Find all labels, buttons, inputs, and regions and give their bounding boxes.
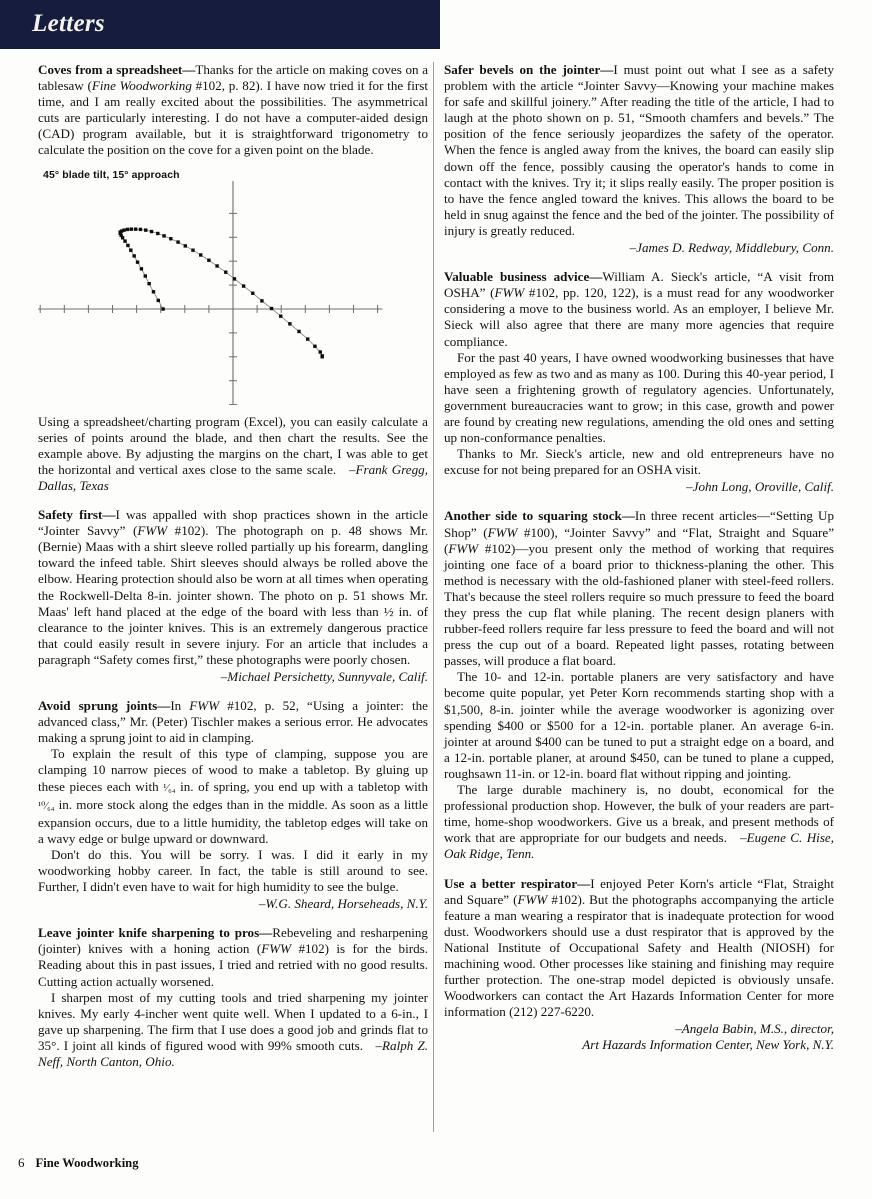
chart-data-point: [260, 299, 263, 302]
italic-run: FWW: [487, 524, 518, 540]
chart-data-point: [144, 228, 147, 231]
cove-profile-chart: [38, 167, 428, 405]
letter-safety-first: [38, 507, 428, 685]
letter-opening-paragraph: Coves from a spreadsheet—Thanks for the article on making coves on a tablesaw (Fine Woodworking #102, p. 82). I have now tried it for the first time, and I am really excited about the possibilities. The asymmetrical cuts are particularly interesting. I do not have a computer-aided design (CAD) program available, but it is straightforward trigonometry to calculate the position on the cove for a given point on the blade.: [38, 62, 429, 158]
chart-data-point: [144, 274, 147, 277]
letter-coves-from-a-spreadsheet: [38, 62, 428, 494]
letter-opening-paragraph: Use a better respirator—I enjoyed Peter Korn's article “Flat, Straight and Square” (FWW #102). But the photographs accompanying the article feature a man wearing a respirator that is inadequate protection for wood dust. Woodworkers should use a dust respirator that is approved by the National Institute of Occupational Safety and Health (NIOSH) for machining wood. Other processes like staining and finishing may require further protection. The one-strap model depicted is obviously unsafe. Woodworkers can contact the Art Hazards Information Center for more information (212) 227-6220. –Angela Babin, M.S., director,: [444, 875, 834, 1037]
page-footer: [18, 1155, 139, 1171]
letter-signature: –John Long, Oroville, Calif.: [686, 479, 834, 495]
chart-data-point: [136, 260, 139, 263]
chart-data-point: [306, 337, 309, 340]
chart-data-point: [191, 248, 194, 251]
chart-data-point: [157, 298, 160, 301]
letter-opening-paragraph: Safer bevels on the jointer—I must point out what I see as a safety problem with the article “Jointer Savvy—Knowing your machine makes for safe and skillful joinery.” After reading the title of the article, I had to laugh at the photo shown on p. 51, “Smooth chamfers and bevels.” The position of the fence seriously jeopardizes the safety of the operator. When the fence is angled away from the knives, the board can easily slip down off the fence, possibly causing the operator's hands to come in contact with the knives. Try it; it slips really easily. The proper position is to have the fence angled toward the knives. This allows the board to be held in snug against the fence and the bed of the jointer. The possibility of injury is greatly reduced. –James D. Redway, Middlebury, Conn.: [444, 62, 835, 256]
letter-another-side-to-squaring-stock: [444, 508, 834, 862]
chart-data-point: [126, 227, 129, 230]
letter-opening-paragraph: Leave jointer knife sharpening to pros—Rebeveling and resharpening (jointer) knives with a honing action (FWW #102) is for the birds. Reading about this in past issues, I tried and retried with no good results. Cutting action actually worsened.: [38, 925, 429, 989]
chart-data-point: [242, 284, 245, 287]
chart-series-line: [120, 229, 322, 357]
chart-data-point: [152, 290, 155, 293]
letter-valuable-business-advice: [444, 269, 834, 495]
chart-data-point: [313, 344, 316, 347]
column-divider: [433, 62, 434, 1132]
right-column: [444, 62, 834, 1054]
letter-use-a-better-respirator: [444, 876, 834, 1054]
letter-headline: Avoid sprung joints—: [38, 698, 171, 714]
letter-signature: –Angela Babin, M.S., director,: [675, 1021, 834, 1037]
chart-data-point: [130, 227, 133, 230]
chart-data-point: [319, 350, 322, 353]
paragraph: The large durable machinery is, no doubt, economical for the professional production shop. However, the bulk of your readers are part-time, home-shop woodworkers. Give us a break, and present methods of work that are appropriate for our budgets and needs. –Eugene C. Hise, Oak Ridge, Tenn.: [444, 782, 835, 862]
chart-data-point: [147, 282, 150, 285]
footer-magazine-name: Fine Woodworking: [35, 1156, 139, 1170]
letter-signature-line2: Art Hazards Information Center, New York, N.Y.: [582, 1037, 834, 1053]
letter-headline: Valuable business advice—: [444, 269, 603, 285]
chart-data-point: [162, 234, 165, 237]
masthead-bar: [0, 0, 440, 49]
chart-data-point: [320, 355, 323, 358]
letter-signature: –W.G. Sheard, Horseheads, N.Y.: [258, 896, 428, 912]
footer-page-number: 6: [18, 1155, 25, 1170]
chart-data-point: [279, 314, 282, 317]
chart-plot-area: [38, 167, 428, 405]
letter-headline: Another side to squaring stock—: [444, 508, 635, 524]
paragraph: Using a spreadsheet/charting program (Excel), you can easily calculate a series of points around the blade, and then chart the results. See the example above. By adjusting the margins on the chart, I was able to get the horizontal and vertical axes close to the same scale. –Frank Gregg, Dallas, Texas: [38, 413, 428, 493]
chart-data-point: [123, 239, 126, 242]
chart-data-point: [176, 240, 179, 243]
italic-run: FWW: [448, 540, 479, 556]
chart-data-point: [288, 322, 291, 325]
paragraph: The 10- and 12-in. portable planers are very satisfactory and have become quite popular, yet Peter Korn recommends starting shop with a $1,500, 8-in. jointer while the average woodworker is agonizing over spending $400 or $500 for a 12-in. portable planer. An average 6-in. jointer at around $400 can be tuned to put a straight edge on a board, and a 12-in. portable planer, at around $450, can be tuned to plane a cupped, roughsawn 11-in. or 12-in. board flat without ripping and jointing.: [444, 669, 834, 781]
letter-signature: –James D. Redway, Middlebury, Conn.: [629, 240, 834, 256]
italic-run: FWW: [517, 891, 548, 907]
letter-headline: Leave jointer knife sharpening to pros—: [38, 925, 273, 941]
letter-opening-paragraph: Another side to squaring stock—In three recent articles—“Setting Up Shop” (FWW #100), “Jointer Savvy” and “Flat, Straight and Square” (FWW #102)—you present only the method of working that requires jointing one face of a board prior to thickness-planing the other. This method is necessary with the old-fashioned planer with steel-feed rollers. That's because the steel rollers require so much pressure to feed the board they press the cup flat while planing. The recent design planers with rubber-feed rollers require far less pressure to feed the board and will not press the cup out of a board. Repeated light passes, rotating between passes, will produce a flat board.: [444, 508, 835, 669]
chart-data-point: [139, 227, 142, 230]
chart-data-point: [233, 277, 236, 280]
fraction-run: ¹⁰⁄₆₄: [38, 800, 55, 812]
chart-data-point: [215, 264, 218, 267]
chart-data-point: [199, 253, 202, 256]
chart-data-point: [169, 237, 172, 240]
page-title: Letters: [32, 10, 105, 37]
chart-data-point: [297, 329, 300, 332]
letter-headline: Safer bevels on the jointer—: [444, 62, 614, 77]
paragraph: To explain the result of this type of clamping, suppose you are clamping 10 narrow pieces of wood to make a tabletop. By gluing up these pieces each with ¹⁄₆₄ in. of spring, you end up with a tabletop with ¹⁰⁄₆₄ in. more stock along the edges than in the middle. As soon as a little expansion occurs, due to a little humidity, the tabletop edges will take on a wavy edge or bulge upward or downward.: [38, 746, 428, 846]
left-column: [38, 62, 428, 1070]
chart-data-point: [126, 243, 129, 246]
letter-headline: Coves from a spreadsheet—: [38, 62, 196, 77]
letter-opening-paragraph: Valuable business advice—William A. Sieck's article, “A visit from OSHA” (FWW #102, pp. 120, 122), is a must read for any woodworker considering a move to the business world. As an employer, I believe Mr. Sieck will also agree that there are many more agencies that require compliance.: [444, 269, 835, 349]
chart-data-point: [156, 231, 159, 234]
paragraph: For the past 40 years, I have owned woodworking businesses that have employed as few as two and as many as 100. During this 40-year period, I have seen a frightening growth of regulatory agencies. Unfortunately, government bureaucracies want to grow; in this case, growth and power are found by creating new regulations, amending the old ones and setting up non-conformance penalties.: [444, 349, 834, 446]
letter-safer-bevels-on-the-jointer: [444, 62, 834, 256]
italic-run: FWW: [189, 698, 220, 714]
chart-data-point: [132, 254, 135, 257]
paragraph: Don't do this. You will be sorry. I was. I did it early in my woodworking hobby career. In fact, the table is still around to see. Further, I didn't even have to wait for high humidity to see the bulge. –W.G. Sheard, Horseheads, N.Y.: [38, 846, 428, 912]
chart-data-point: [129, 248, 132, 251]
paragraph: I sharpen most of my cutting tools and tried sharpening my jointer knives. My early 4-incher went quite well. When I updated to a 6-in., I gave up sharpening. The firm that I use does a good job and grinds flat to 35°. I joint all kinds of figured wood with 99% smooth cuts. –Ralph Z. Neff, North Canton, Ohio.: [38, 989, 429, 1070]
letter-leave-jointer-knife-sharpening-to-pros: [38, 925, 428, 1070]
chart-data-point: [140, 267, 143, 270]
letter-signature: –Michael Persichetty, Sunnyvale, Calif.: [220, 668, 428, 684]
chart-title: 45° blade tilt, 15° approach: [43, 168, 180, 181]
chart-data-point: [207, 258, 210, 261]
letter-signature: –Ralph Z. Neff, North Canton, Ohio.: [38, 1037, 429, 1070]
chart-data-point: [270, 306, 273, 309]
letter-headline: Safety first—: [38, 507, 116, 523]
letter-signature: –Frank Gregg, Dallas, Texas: [38, 461, 428, 493]
article-columns: [0, 62, 872, 1132]
letter-signature: –Eugene C. Hise, Oak Ridge, Tenn.: [444, 830, 835, 862]
letter-avoid-sprung-joints: [38, 698, 428, 912]
italic-run: FWW: [137, 523, 168, 539]
chart-data-point: [150, 229, 153, 232]
letter-headline: Use a better respirator—: [444, 875, 591, 891]
italic-run: Fine Woodworking: [91, 78, 192, 94]
italic-run: FWW: [494, 285, 525, 301]
chart-data-point: [161, 307, 164, 310]
chart-data-point: [184, 244, 187, 247]
chart-data-point: [251, 291, 254, 294]
chart-data-point: [224, 270, 227, 273]
letter-opening-paragraph: Safety first—I was appalled with shop practices shown in the article “Jointer Savvy” (FWW #102). The photograph on p. 48 shows Mr. (Bernie) Maas with a shirt sleeve rolled partially up his forearm, dangling toward the infeed table. Shirt sleeves should always be rolled above the elbow. Hearing protection should also be worn at all times when operating the Rockwell-Delta 8-in. jointer shown. The photo on p. 51 shows Mr. Maas' left hand placed at the edge of the board with less than ½ in. of clearance to the jointer knives. This is an extremely dangerous practice that could easily result in severe injury. For an article that includes a paragraph “Safety comes first,” these photographs were poorly chosen. –Michael Persichetty, Sunnyvale, Calif.: [38, 507, 428, 684]
chart-data-point: [134, 227, 137, 230]
paragraph: Thanks to Mr. Sieck's article, new and old entrepreneurs have no excuse for not being prepared for an OSHA visit. –John Long, Oroville, Calif.: [444, 446, 834, 495]
italic-run: FWW: [261, 941, 292, 957]
letter-opening-paragraph: Avoid sprung joints—In FWW #102, p. 52, “Using a jointer: the advanced class,” Mr. (Peter) Tischler makes a serious error. He advocates making a sprung joint to aid in clamping.: [38, 698, 428, 746]
fraction-run: ¹⁄₆₄: [163, 782, 176, 794]
chart-data-point: [122, 228, 125, 231]
